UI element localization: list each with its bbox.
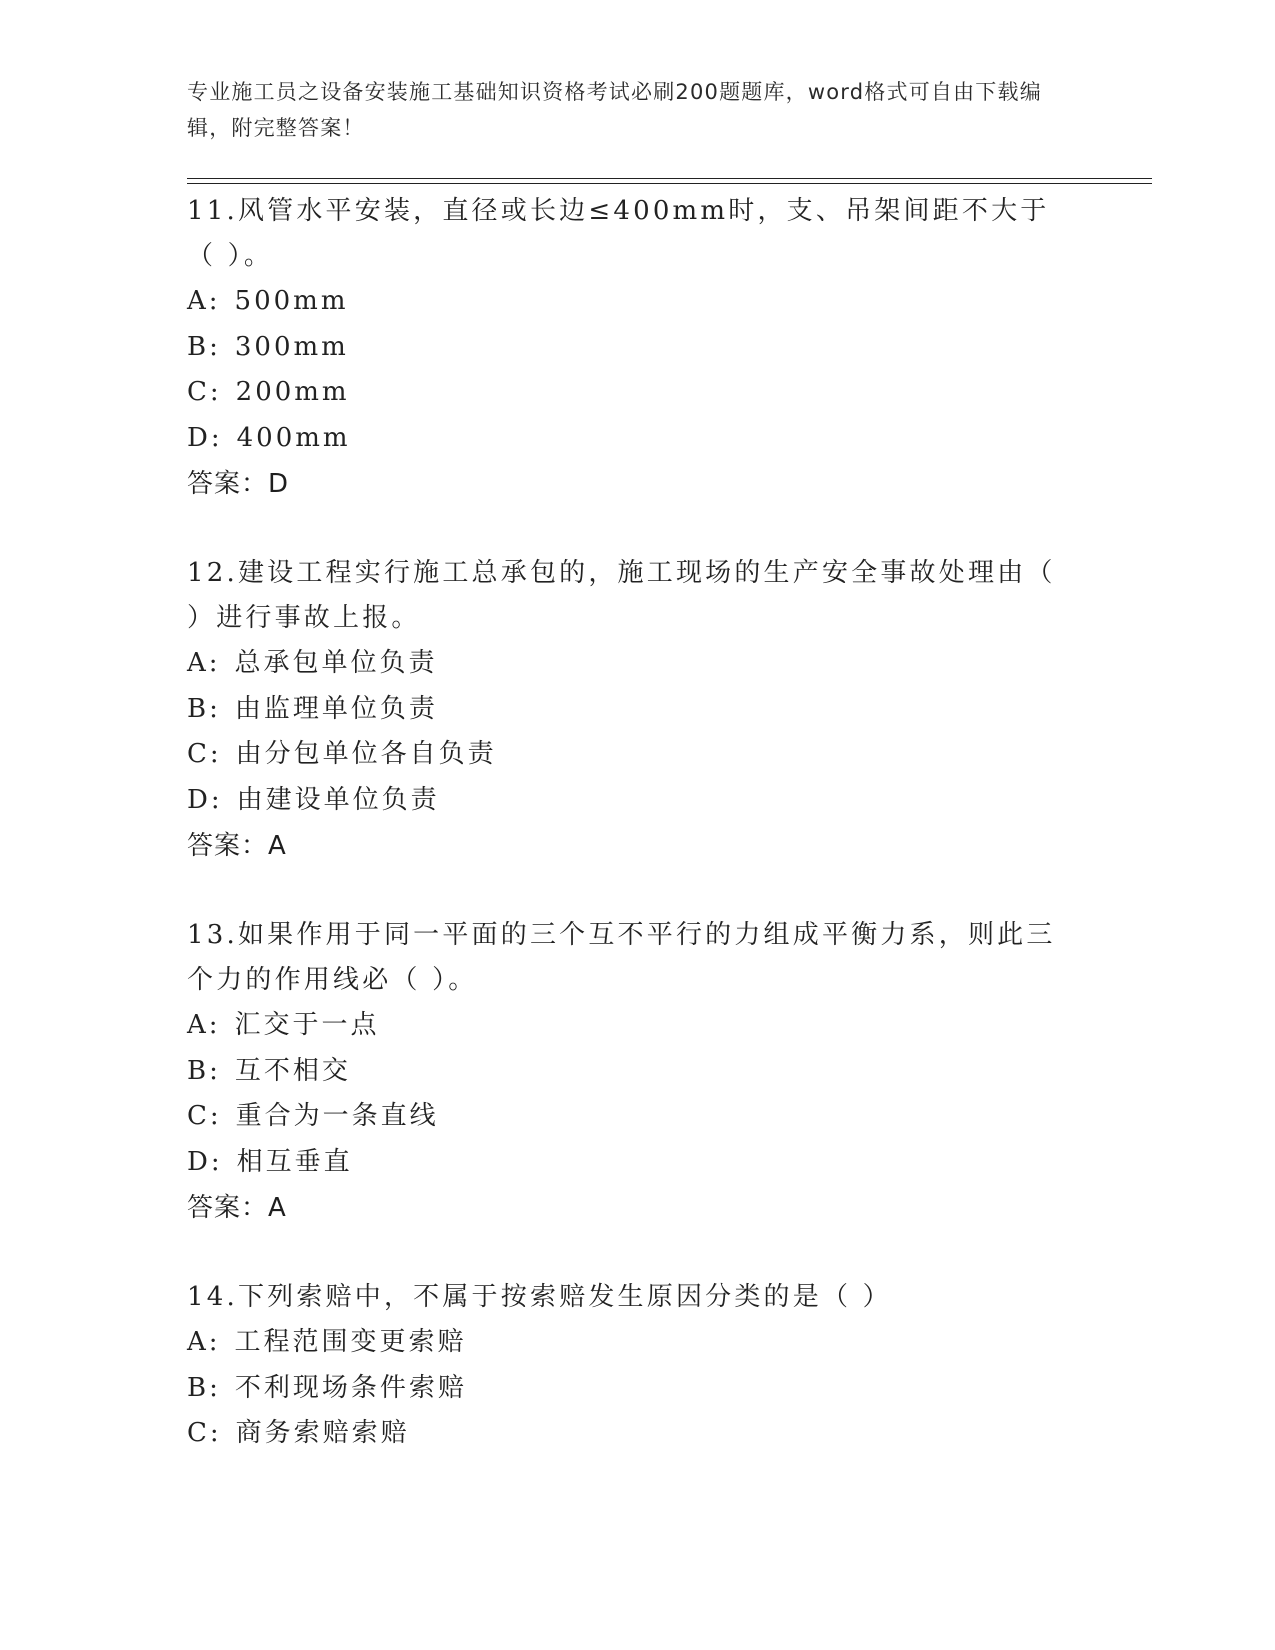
option-text: 300mm [234, 331, 349, 362]
option-letter: D: [187, 784, 223, 815]
option-letter: A: [187, 648, 221, 678]
option-letter: D: [187, 1146, 223, 1177]
question-stem: 11.风管水平安装，直径或长边≤400mm时，支、吊架间距不大于（ ）。 [187, 196, 1050, 271]
option-text: 200mm [235, 377, 350, 407]
answer-line: 答案：D [187, 469, 290, 499]
option-letter: C: [187, 377, 222, 407]
option-text: 工程范围变更索赔 [234, 1327, 467, 1357]
option-c [187, 370, 1087, 416]
option-text: 由建设单位负责 [236, 784, 440, 815]
option-a [187, 1320, 1087, 1366]
option-c [187, 1094, 1087, 1140]
option-a [187, 641, 1087, 687]
document-header: 专业施工员之设备安装施工基础知识资格考试必刷200题题库，word格式可自由下载编辑，附完整答案！ [187, 80, 1042, 140]
question-stem: 13.如果作用于同一平面的三个互不平行的力组成平衡力系，则此三个力的作用线必（ ）。 [187, 920, 1056, 995]
question-stem: 14.下列索赔中，不属于按索赔发生原因分类的是（ ） [187, 1282, 892, 1312]
option-letter: B: [187, 331, 221, 362]
option-text: 总承包单位负责 [234, 648, 438, 678]
option-letter: A: [187, 1327, 221, 1357]
option-b [187, 1049, 1087, 1095]
option-text: 互不相交 [234, 1055, 351, 1086]
option-letter: D: [187, 422, 223, 453]
option-b [187, 687, 1087, 733]
option-a [187, 279, 1087, 325]
option-a [187, 1003, 1087, 1049]
option-text: 500mm [234, 286, 349, 316]
option-letter: C: [187, 1418, 222, 1448]
option-letter: B: [187, 1055, 221, 1086]
header-divider-top [187, 178, 1152, 179]
option-text: 由监理单位负责 [234, 693, 438, 724]
answer-line: 答案：A [187, 831, 287, 861]
option-letter: B: [187, 1372, 221, 1403]
option-letter: B: [187, 693, 221, 724]
option-letter: A: [187, 1010, 221, 1040]
answer-line: 答案：A [187, 1193, 287, 1223]
question-stem: 12.建设工程实行施工总承包的，施工现场的生产安全事故处理由（ ）进行事故上报。 [187, 558, 1056, 633]
question-list [187, 189, 1087, 1457]
option-text: 400mm [236, 422, 351, 453]
question-11 [187, 189, 1087, 507]
option-c [187, 732, 1087, 778]
option-text: 由分包单位各自负责 [235, 739, 497, 769]
option-d [187, 1140, 1087, 1186]
option-d [187, 416, 1087, 462]
option-d [187, 778, 1087, 824]
option-text: 商务索赔索赔 [235, 1418, 410, 1448]
option-letter: C: [187, 1101, 222, 1131]
option-c [187, 1411, 1087, 1457]
option-text: 汇交于一点 [234, 1010, 380, 1040]
option-letter: C: [187, 739, 222, 769]
option-b [187, 1366, 1087, 1412]
option-letter: A: [187, 286, 221, 316]
option-text: 相互垂直 [236, 1146, 353, 1177]
question-12 [187, 551, 1087, 869]
question-13 [187, 913, 1087, 1231]
question-14 [187, 1275, 1087, 1457]
option-text: 不利现场条件索赔 [234, 1372, 467, 1403]
option-text: 重合为一条直线 [235, 1101, 439, 1131]
option-b [187, 325, 1087, 371]
header-divider-bottom [187, 183, 1152, 184]
